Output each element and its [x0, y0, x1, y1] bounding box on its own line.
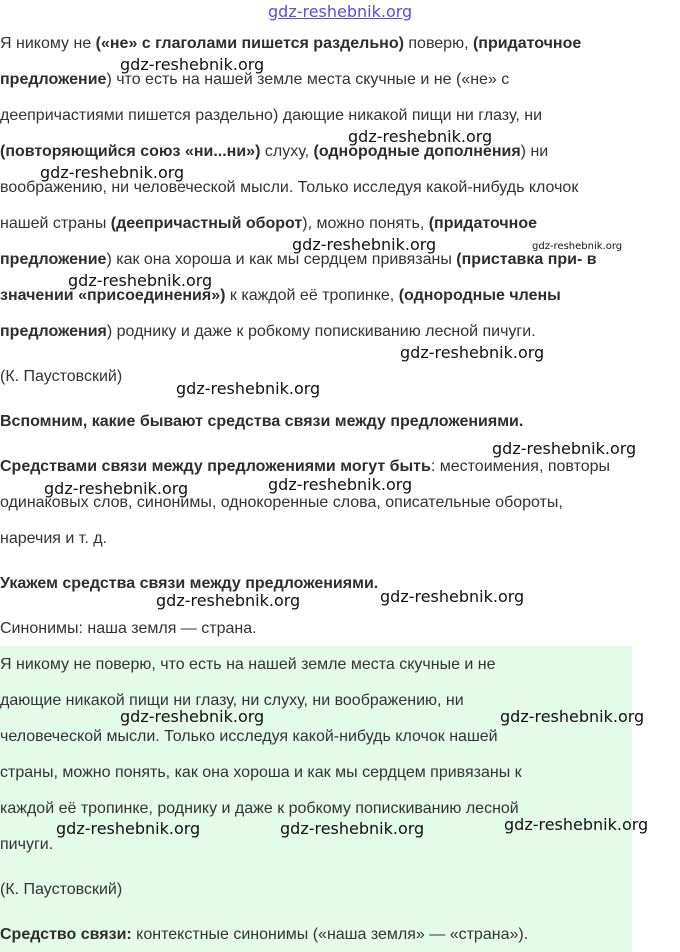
annotation: (однородные члены	[398, 287, 561, 304]
watermark: gdz-reshebnik.org	[44, 479, 189, 498]
annotation: (повторяющийся союз «ни...ни»)	[0, 143, 261, 160]
text-run: контекстные синонимы («наша земля» — «страна»).	[131, 926, 529, 943]
annotation: предложение	[0, 71, 107, 88]
watermark: gdz-reshebnik.org	[400, 343, 545, 362]
means-bold: Средствами связи между предложениями могут быть	[0, 458, 431, 475]
text-run: )	[106, 71, 112, 88]
text-run: к каждой её тропинке,	[225, 287, 399, 304]
recall-heading	[0, 412, 523, 432]
text-run: поверю,	[403, 35, 473, 52]
watermark: gdz-reshebnik.org	[280, 819, 425, 838]
text-run: слуху,	[260, 143, 314, 160]
watermark: gdz-reshebnik.org	[348, 127, 493, 146]
watermark: gdz-reshebnik.org	[120, 707, 265, 726]
watermark: gdz-reshebnik.org	[492, 439, 637, 458]
link-line	[0, 925, 528, 945]
annotation: (придаточное	[472, 35, 582, 52]
watermark: gdz-reshebnik.org	[292, 235, 437, 254]
heading-text: Укажем средства связи между предложениями.	[0, 575, 379, 592]
plain-line-3: человеческой мысли. Только исследуя какой-нибудь клочок нашей	[0, 728, 498, 745]
watermark: gdz-reshebnik.org	[120, 55, 265, 74]
annotated-line-3	[0, 106, 542, 126]
text-run: что есть на нашей земле места скучные и не («не» с	[111, 71, 510, 88]
annotation: (деепричастный оборот	[110, 215, 303, 232]
annotated-line-1	[0, 34, 581, 54]
watermark-top-link[interactable]: gdz-reshebnik.org	[268, 2, 413, 21]
annotation: (придаточное	[428, 215, 537, 232]
annotation: (однородные дополнения	[313, 143, 521, 160]
text-run: воображению, ни человеческой мысли. Только исследуя какой-нибудь клочок	[0, 179, 579, 196]
means-line-3: наречия и т. д.	[0, 530, 107, 547]
annotation: предложения	[0, 323, 107, 340]
plain-line-6: пичуги.	[0, 836, 54, 853]
text-run: : местоимения, повторы	[430, 458, 611, 475]
annotation: (приставка при- в	[456, 251, 597, 268]
text-run: Я никому не	[0, 35, 96, 52]
synonyms-line: Синонимы: наша земля — страна.	[0, 620, 257, 637]
watermark: gdz-reshebnik.org	[532, 241, 623, 252]
author-2: (К. Паустовский)	[0, 881, 123, 898]
annotated-line-9	[0, 322, 536, 342]
plain-line-4: страны, можно понять, как она хороша и как мы сердцем привязаны к	[0, 764, 522, 781]
annotation: значении «присоединения»)	[0, 287, 226, 304]
author-1: (К. Паустовский)	[0, 368, 123, 385]
watermark: gdz-reshebnik.org	[500, 707, 645, 726]
link-bold: Средство связи:	[0, 926, 132, 943]
annotation: («не» с глаголами пишется раздельно)	[95, 35, 404, 52]
plain-line-2: дающие никакой пищи ни глазу, ни слуху, ни воображению, ни	[0, 692, 464, 709]
watermark: gdz-reshebnik.org	[40, 163, 185, 182]
watermark: gdz-reshebnik.org	[176, 379, 321, 398]
text-run: ), можно понять,	[302, 215, 429, 232]
watermark: gdz-reshebnik.org	[380, 587, 525, 606]
means-line-1	[0, 457, 610, 477]
annotation: предложение	[0, 251, 107, 268]
watermark: gdz-reshebnik.org	[68, 271, 213, 290]
text-run: ) как она хороша и как мы сердцем привязаны	[106, 251, 457, 268]
text-run: нашей страны	[0, 215, 111, 232]
text-run: ) ни	[520, 143, 549, 160]
plain-line-1: Я никому не поверю, что есть на нашей земле места скучные и не	[0, 656, 496, 673]
watermark: gdz-reshebnik.org	[268, 475, 413, 494]
means-line-2: одинаковых слов, синонимы, однокоренные слова, описательные обороты,	[0, 494, 563, 511]
annotated-line-6	[0, 214, 537, 234]
text-run: ) роднику и даже к робкому попискиванию лесной пичуги.	[106, 323, 536, 340]
watermark: gdz-reshebnik.org	[56, 819, 201, 838]
plain-line-5: каждой её тропинке, роднику и даже к робкому попискиванию лесной	[0, 800, 519, 817]
heading-text: Вспомним, какие бывают средства связи между предложениями.	[0, 413, 524, 430]
text-run: деепричастиями пишется раздельно) дающие никакой пищи ни глазу, ни	[0, 107, 543, 124]
watermark: gdz-reshebnik.org	[156, 591, 301, 610]
watermark: gdz-reshebnik.org	[504, 815, 649, 834]
